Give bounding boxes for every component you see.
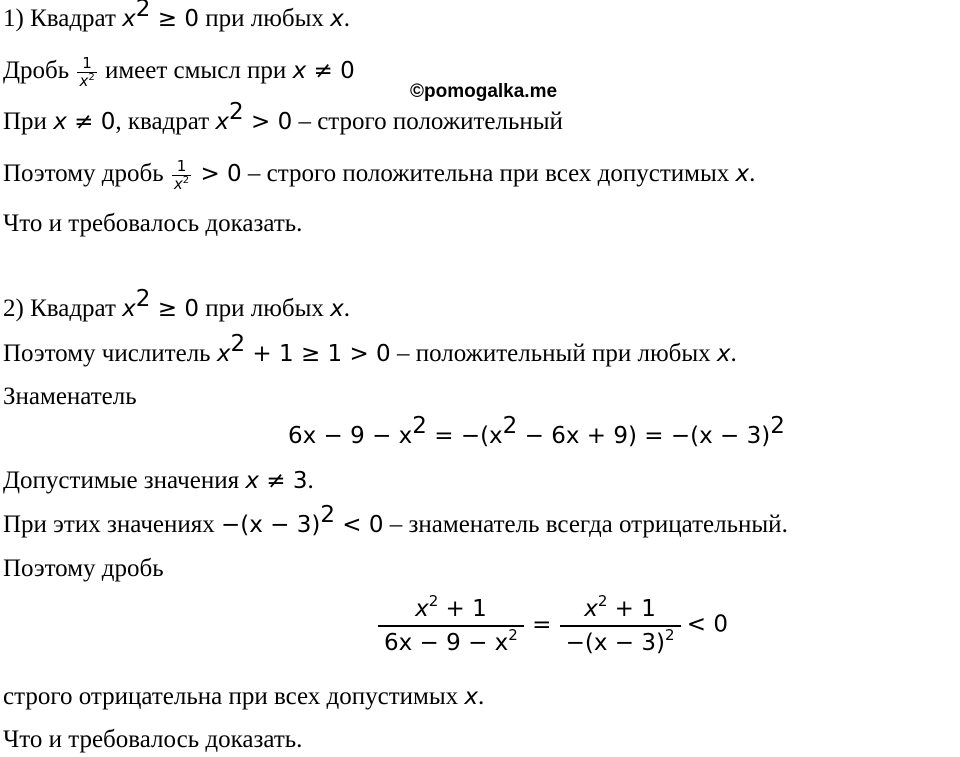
text: . xyxy=(343,5,351,32)
text: при любых xyxy=(198,295,331,322)
text: Поэтому числитель xyxy=(3,340,217,367)
text: . xyxy=(749,160,756,188)
math: 6x − 9 − x xyxy=(384,630,509,656)
math: = −(x xyxy=(426,423,503,449)
fraction-right xyxy=(560,593,681,659)
math: + 1 xyxy=(438,596,487,622)
math: 6x − 9 − x xyxy=(288,423,413,449)
exponent: 2 xyxy=(770,413,785,439)
exponent: 2 xyxy=(182,175,190,186)
fraction-equation xyxy=(0,593,960,659)
text: Поэтому дробь xyxy=(3,160,170,188)
fraction-denominator xyxy=(172,176,191,193)
text: – знаменатель всегда отрицательный. xyxy=(383,511,788,538)
exponent: 2 xyxy=(508,626,518,644)
text: . xyxy=(343,295,351,322)
math: −(x − 3) xyxy=(565,630,665,656)
text: . xyxy=(478,683,485,710)
var-x: x xyxy=(122,296,136,322)
text: Знаменатель xyxy=(3,383,137,410)
exponent: 2 xyxy=(135,0,151,22)
fraction-denominator xyxy=(560,627,681,659)
var-x: x xyxy=(122,6,136,32)
fraction-1-over-x2 xyxy=(172,158,191,193)
var-x: x xyxy=(415,596,429,622)
fraction-denominator xyxy=(77,73,96,90)
exponent: 2 xyxy=(320,502,335,528)
watermark: ©pomogalka.me xyxy=(410,81,558,102)
text: При xyxy=(3,108,54,135)
var-x: x xyxy=(735,161,750,188)
math: > 0 xyxy=(243,109,293,135)
part2-line-5 xyxy=(3,466,314,496)
text: при любых xyxy=(198,5,331,32)
part2-line-1 xyxy=(3,286,351,324)
fraction-numerator xyxy=(409,593,493,625)
text: . xyxy=(730,340,737,367)
exponent: 2 xyxy=(88,72,95,83)
text: 2) Квадрат xyxy=(3,295,123,322)
math: ≥ 0 xyxy=(150,296,199,322)
part1-line-5 xyxy=(3,209,302,239)
text: 1) Квадрат xyxy=(3,5,123,32)
exponent: 2 xyxy=(135,286,151,312)
part2-line-10 xyxy=(3,725,302,755)
part2-line-7 xyxy=(3,554,164,584)
part1-line-4 xyxy=(3,158,755,193)
text: , квадрат xyxy=(115,108,216,135)
fraction-numerator xyxy=(578,593,662,625)
denominator-equation xyxy=(0,413,960,450)
part1-line-1 xyxy=(3,0,351,34)
fraction-numerator: 1 xyxy=(82,54,92,72)
exponent: 2 xyxy=(664,626,675,644)
math: ≥ 0 xyxy=(150,6,199,32)
part2-line-2 xyxy=(3,331,737,369)
text: . xyxy=(307,467,314,494)
part2-line-9 xyxy=(3,682,484,712)
var-x: x xyxy=(173,175,183,193)
var-x: x xyxy=(292,58,307,85)
math: + 1 xyxy=(607,596,656,622)
math: > 0 xyxy=(193,161,242,188)
var-x: x xyxy=(330,296,344,322)
text: Дробь xyxy=(3,57,76,85)
var-x: x xyxy=(464,684,479,710)
part1-line-3 xyxy=(3,99,563,137)
var-x: x xyxy=(215,109,230,135)
part2-line-3 xyxy=(3,382,137,412)
text: имеет смысл при xyxy=(98,57,293,85)
math: −(x − 3) xyxy=(221,512,321,538)
fraction-numerator: 1 xyxy=(176,157,187,175)
math: ≠ 0 xyxy=(306,58,355,85)
equals-sign: = xyxy=(532,611,552,638)
math: < 0 xyxy=(686,611,728,638)
part1-line-2 xyxy=(3,55,355,90)
text: Поэтому дробь xyxy=(3,555,164,582)
math: − 6x + 9) = −(x − 3) xyxy=(517,423,771,449)
text: – строго положительна при всех допустимых xyxy=(241,160,736,188)
text: – положительный при любых xyxy=(390,340,717,367)
math: ≠ 0 xyxy=(66,109,116,135)
text: – строго положительный xyxy=(292,108,563,135)
fraction-denominator xyxy=(378,627,524,659)
math: + 1 ≥ 1 > 0 xyxy=(245,341,391,367)
math: ≠ 3 xyxy=(258,468,308,494)
text: При этих значениях xyxy=(3,511,221,538)
var-x: x xyxy=(330,6,344,32)
math: < 0 xyxy=(335,512,384,538)
exponent: 2 xyxy=(229,99,244,125)
var-x: x xyxy=(716,341,731,367)
var-x: x xyxy=(216,341,231,367)
exponent: 2 xyxy=(502,413,518,439)
exponent: 2 xyxy=(412,413,427,439)
fraction-1-over-x2 xyxy=(77,55,96,90)
part2-line-6 xyxy=(3,502,788,540)
exponent: 2 xyxy=(597,592,608,610)
var-x: x xyxy=(53,109,67,135)
var-x: x xyxy=(79,72,89,90)
text: Что и требовалось доказать. xyxy=(3,210,303,237)
exponent: 2 xyxy=(230,331,246,357)
var-x: x xyxy=(245,468,259,494)
text: Что и требовалось доказать. xyxy=(3,726,303,753)
var-x: x xyxy=(584,596,598,622)
text: Допустимые значения xyxy=(3,467,246,494)
fraction-left xyxy=(378,593,524,659)
exponent: 2 xyxy=(428,592,439,610)
text: строго отрицательна при всех допустимых xyxy=(3,683,465,710)
